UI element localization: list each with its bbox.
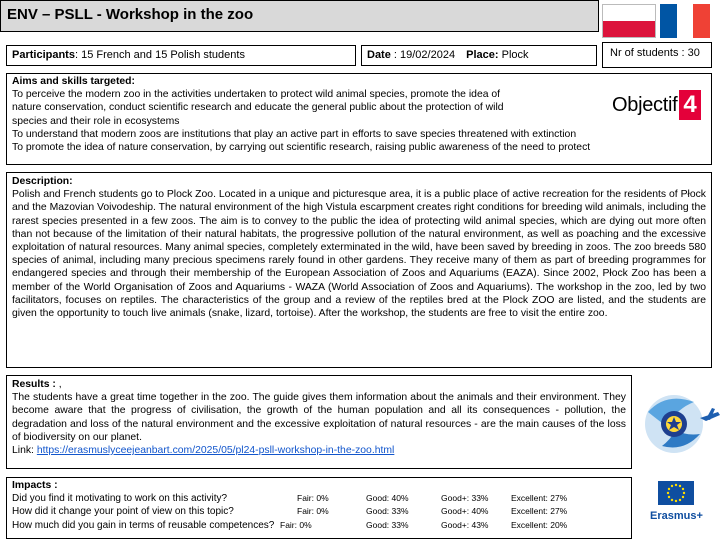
- objectif-4-logo: [612, 90, 701, 120]
- impact-row: [12, 492, 626, 505]
- objectif-logo-text: Objectif: [612, 93, 678, 116]
- participants-label: Participants: [12, 49, 75, 61]
- article-link[interactable]: https://erasmuslyceejeanbart.com/2025/05/pl24-psll-workshop-in-the-zoo.html: [36, 445, 395, 457]
- impact-good: Good: 33%: [366, 506, 409, 517]
- impact-excellent: Excellent: 27%: [511, 493, 568, 504]
- impacts-box: [6, 477, 632, 539]
- description-heading: Description:: [12, 176, 73, 187]
- french-flag-icon: [660, 4, 710, 38]
- nr-students-box: [602, 42, 712, 68]
- description-text: Polish and French students go to Plock Zoo. Located in a unique and picturesque area, it is a public place of active recreation for the residents of Płock and the Mazovian Voivodeship. The natural environment of the high Vistula escarpment creates right conditions for breeding wild animals, including the rarest species presented in a few zoos. The aim is to convey to the public the idea of protecting wild animal species, which are dying out more often than not because of the limitation of their natural habitats, the progressive pollution of the natural environment, as well as poaching and the excessive exploitation of natural resources. Many animal species, completely exterminated in the wild, have been saved by breeding in zoos. The zoo breeds 580 species of animal, including many precious specimens rarely found in other gardens. They receive many of them as part of breeding programmes for endangered species and through their membership of the European Association of Zoos and Aquariums (EAZA). Since 2002, Płock Zoo has been a member of the World Organisation of Zoos and Aquariums - WAZA (World Association of Zoos and Aquariums). The workshop in the zoo, led by two facilitators, focuses on reptiles. The characteristics of the group and a review of the reptiles bred at the Plock ZOO are listed, and the students are given the opportunity to touch live animals (snake, lizard, tortoise). After the workshop, the students are free to visit the entire zoo.: [12, 189, 706, 320]
- impact-goodplus: Good+: 33%: [441, 493, 489, 504]
- place-value: Plock: [501, 49, 529, 61]
- aims-line: nature conservation, conduct scientific research and educate the general public about the protection of wild: [12, 102, 504, 114]
- erasmus-label: Erasmus+: [650, 510, 703, 522]
- participants-text: : 15 French and 15 Polish students: [74, 49, 245, 61]
- results-heading: Results :: [12, 379, 56, 390]
- project-logo-icon: [636, 386, 720, 462]
- results-heading-suffix: ,: [55, 379, 62, 390]
- objectif-logo-number: 4: [679, 90, 700, 120]
- page-title: ENV – PSLL - Workshop in the zoo: [0, 0, 599, 32]
- impact-excellent: Excellent: 27%: [511, 506, 568, 517]
- impact-excellent: Excellent: 20%: [511, 519, 568, 530]
- aims-line: To perceive the modern zoo in the activities undertaken to protect wild animal species, promote the idea of: [12, 89, 501, 101]
- date-place-box: [361, 45, 597, 66]
- impact-fair: Fair: 0%: [280, 519, 312, 530]
- participants-box: [6, 45, 356, 66]
- place-label: Place:: [466, 49, 499, 61]
- impact-question: Did you find it motivating to work on this activity?: [12, 493, 228, 505]
- impact-fair: Fair: 0%: [297, 506, 329, 517]
- impact-good: Good: 40%: [366, 493, 409, 504]
- impact-question: How much did you gain in terms of reusable competences?: [12, 519, 275, 531]
- impact-goodplus: Good+: 43%: [441, 519, 489, 530]
- results-box: [6, 375, 632, 469]
- nr-students-text: Nr of students : 30: [610, 47, 700, 59]
- impact-good: Good: 33%: [366, 519, 409, 530]
- results-text: The students have a great time together in the zoo. The guide gives them information about the animals and their environment. They become aware that the progress of civilisation, the growth of the human population and all its consequences - pollution, the degradation and loss of the natural environment and the excessive exploitation of natural resources - are the main causes of the loss of biodiversity on our planet.: [12, 392, 626, 443]
- description-box: [6, 172, 712, 368]
- impacts-heading: Impacts :: [12, 480, 58, 491]
- impact-row: [12, 519, 626, 532]
- aims-line: To promote the idea of nature conservation, by carrying out scientific research, raising public awareness of the need to protect: [12, 142, 591, 154]
- aims-line: species and their role in ecosystems: [12, 115, 180, 127]
- impact-row: [12, 505, 626, 518]
- date-value: : 19/02/2024: [390, 49, 456, 61]
- aims-heading: Aims and skills targeted:: [12, 76, 135, 87]
- impact-goodplus: Good+: 40%: [441, 506, 489, 517]
- aims-box: [6, 73, 712, 165]
- link-label: Link:: [12, 445, 37, 457]
- aims-line: To understand that modern zoos are institutions that play an active part in efforts to save species threatened with extinction: [12, 128, 577, 140]
- impact-question: How did it change your point of view on this topic?: [12, 506, 234, 518]
- eu-flag-icon: [658, 481, 694, 505]
- impact-fair: Fair: 0%: [297, 493, 329, 504]
- date-label: Date: [367, 49, 391, 61]
- polish-flag-icon: [602, 4, 656, 38]
